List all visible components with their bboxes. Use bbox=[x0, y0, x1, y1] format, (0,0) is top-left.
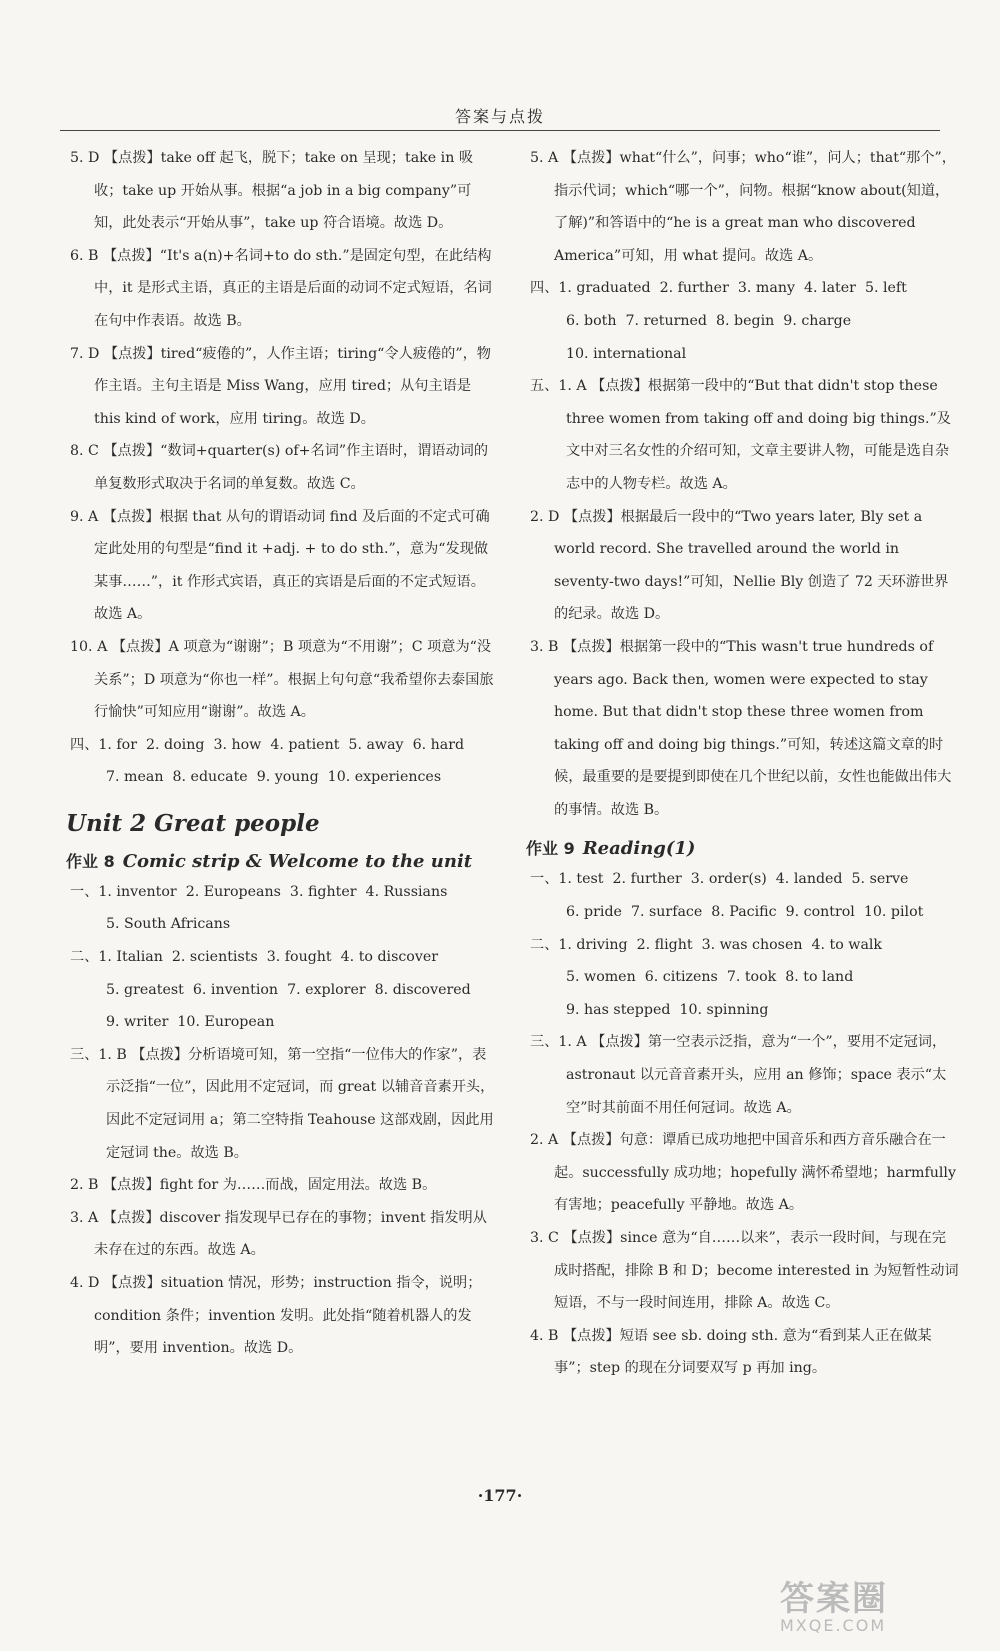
watermark-url: MXQE.COM bbox=[780, 1616, 887, 1635]
answer-section: 四、1. graduated 2. further 3. many 4. later 5. left 6. both 7. returned 8. begin 9. charge 10. international bbox=[530, 280, 907, 362]
unit-title: Unit 2 Great people bbox=[66, 809, 320, 837]
site-watermark bbox=[780, 1571, 980, 1637]
homework-label: 作业 8 bbox=[66, 851, 115, 871]
answer-item: 3. B 【点拨】根据第一段中的“This wasn't true hundreds of years ago. Back then, women were expected to stay home. But that didn't stop these three women from taking off and doing big things.”可知，转述这篇文章的时候，最重要的是要提到即使在几个世纪以前，女性也能做出伟大的事情。故选 B。 bbox=[530, 638, 952, 818]
answer-item: 6. B 【点拨】“It's a(n)+名词+to do sth.”是固定句型，在此结构中，it 是形式主语，真正的主语是后面的动词不定式短语，名词在句中作表语。故选 B。 bbox=[70, 247, 492, 329]
answer-section: 四、1. for 2. doing 3. how 4. patient 5. away 6. hard 7. mean 8. educate 9. young 10. experiences bbox=[70, 736, 465, 786]
page-header: 答案与点拨 bbox=[454, 107, 545, 126]
answer-item: 9. A 【点拨】根据 that 从句的谓语动词 find 及后面的不定式可确定此处用的句型是“find it +adj. + to do sth.”，意为“发现做某事……”，it 作形式宾语，真正的宾语是后面的不定式短语。故选 A。 bbox=[70, 508, 490, 623]
answer-item: 2. A 【点拨】句意：谭盾已成功地把中国音乐和西方音乐融合在一起。successfully 成功地；hopefully 满怀希望地；harmfully 有害地；peacefully 平静地。故选 A。 bbox=[530, 1132, 961, 1214]
answer-item: 8. C 【点拨】“数词+quarter(s) of+名词”作主语时，谓语动词的单复数形式取决于名词的单复数。故选 C。 bbox=[70, 443, 489, 492]
answer-item: 3. C 【点拨】since 意为“自……以来”，表示一段时间，与现在完成时搭配，排除 B 和 D；become interested in 为短暂性动词短语，不与一段时间连用，排除 A。故选 C。 bbox=[530, 1230, 959, 1312]
answer-section: 一、1. inventor 2. Europeans 3. fighter 4. Russians 5. South Africans bbox=[70, 883, 448, 933]
homework-name: Comic strip & Welcome to the unit bbox=[122, 850, 473, 872]
left-column bbox=[66, 142, 495, 1365]
right-column bbox=[526, 142, 961, 1385]
answer-item: 10. A 【点拨】A 项意为“谢谢”；B 项意为“不用谢”；C 项意为“没关系”；D 项意为“你也一样”。根据上句句意“我希望你去泰国旅行愉快”可知应用“谢谢”。故选 A。 bbox=[70, 638, 494, 721]
answer-section: 三、1. B 【点拨】分析语境可知，第一空指“一位伟大的作家”，表示泛指“一位”，因此用不定冠词，而 great 以辅音音素开头，因此不定冠词用 a；第二空特指 Teahouse 这部戏剧，因此用定冠词 the。故选 B。 bbox=[70, 1046, 495, 1161]
answer-section: 一、1. test 2. further 3. order(s) 4. landed 5. serve 6. pride 7. surface 8. Pacific 9. control 10. pilot bbox=[530, 871, 924, 921]
answer-item: 7. D 【点拨】tired“疲倦的”，人作主语；tiring“令人疲倦的”，物作主语。主句主语是 Miss Wang，应用 tired；从句主语是 this kind of work，应用 tiring。故选 D。 bbox=[70, 345, 491, 427]
watermark-logo: 答案圈 bbox=[780, 1579, 888, 1619]
homework-label: 作业 9 bbox=[526, 839, 575, 859]
header-rule bbox=[60, 130, 940, 131]
homework-title bbox=[526, 836, 960, 859]
answer-item: 5. D 【点拨】take off 起飞，脱下；take on 呈现；take in 吸收；take up 开始从事。根据“a job in a big company”可知，此处表示“开始从事”，take up 符合语境。故选 D。 bbox=[70, 150, 474, 232]
homework-title bbox=[66, 849, 495, 872]
answer-item: 4. D 【点拨】situation 情况，形势；instruction 指令，说明；condition 条件；invention 发明。此处指“随着机器人的发明”，要用 invention。故选 D。 bbox=[70, 1275, 482, 1357]
answer-item: 2. D 【点拨】根据最后一段中的“Two years later, Bly set a world record. She travelled around the world in seventy-two days!”可知，Nellie Bly 创造了 72 天环游世界的纪录。故选 D。 bbox=[530, 508, 949, 623]
answer-section: 二、1. Italian 2. scientists 3. fought 4. to discover 5. greatest 6. invention 7. explorer 8. discovered 9. writer 10. European bbox=[70, 949, 471, 1031]
answer-item: 5. A 【点拨】what“什么”，问事；who“谁”，问人；that“那个”，指示代词；which“哪一个”，问物。根据“know about(知道，了解)”和答语中的“he is a great man who discovered America”可知，用 what 提问。故选 A。 bbox=[530, 150, 956, 264]
answer-section: 二、1. driving 2. flight 3. was chosen 4. to walk 5. women 6. citizens 7. took 8. to land 9. has stepped 10. spinning bbox=[530, 936, 883, 1018]
answer-item: 4. B 【点拨】短语 see sb. doing sth. 意为“看到某人正在做某事”；step 的现在分词要双写 p 再加 ing。 bbox=[530, 1327, 932, 1377]
answer-section: 五、1. A 【点拨】根据第一段中的“But that didn't stop these three women from taking off and doing big things.”及文中对三名女性的介绍可知，文章主要讲人物，可能是选自杂志中的人物专栏。故选 A。 bbox=[530, 378, 951, 492]
page-number: ·177· bbox=[477, 1486, 523, 1505]
homework-name: Reading(1) bbox=[582, 838, 696, 860]
answer-section: 三、1. A 【点拨】第一空表示泛指，意为“一个”，要用不定冠词，astronaut 以元音音素开头，应用 an 修饰；space 表示“太空”时其前面不用任何冠词。故选 A。 bbox=[530, 1034, 947, 1116]
answer-item: 2. B 【点拨】fight for 为……而战，固定用法。故选 B。 bbox=[70, 1177, 437, 1194]
answer-item: 3. A 【点拨】discover 指发现早已存在的事物；invent 指发明从未存在过的东西。故选 A。 bbox=[70, 1209, 487, 1259]
